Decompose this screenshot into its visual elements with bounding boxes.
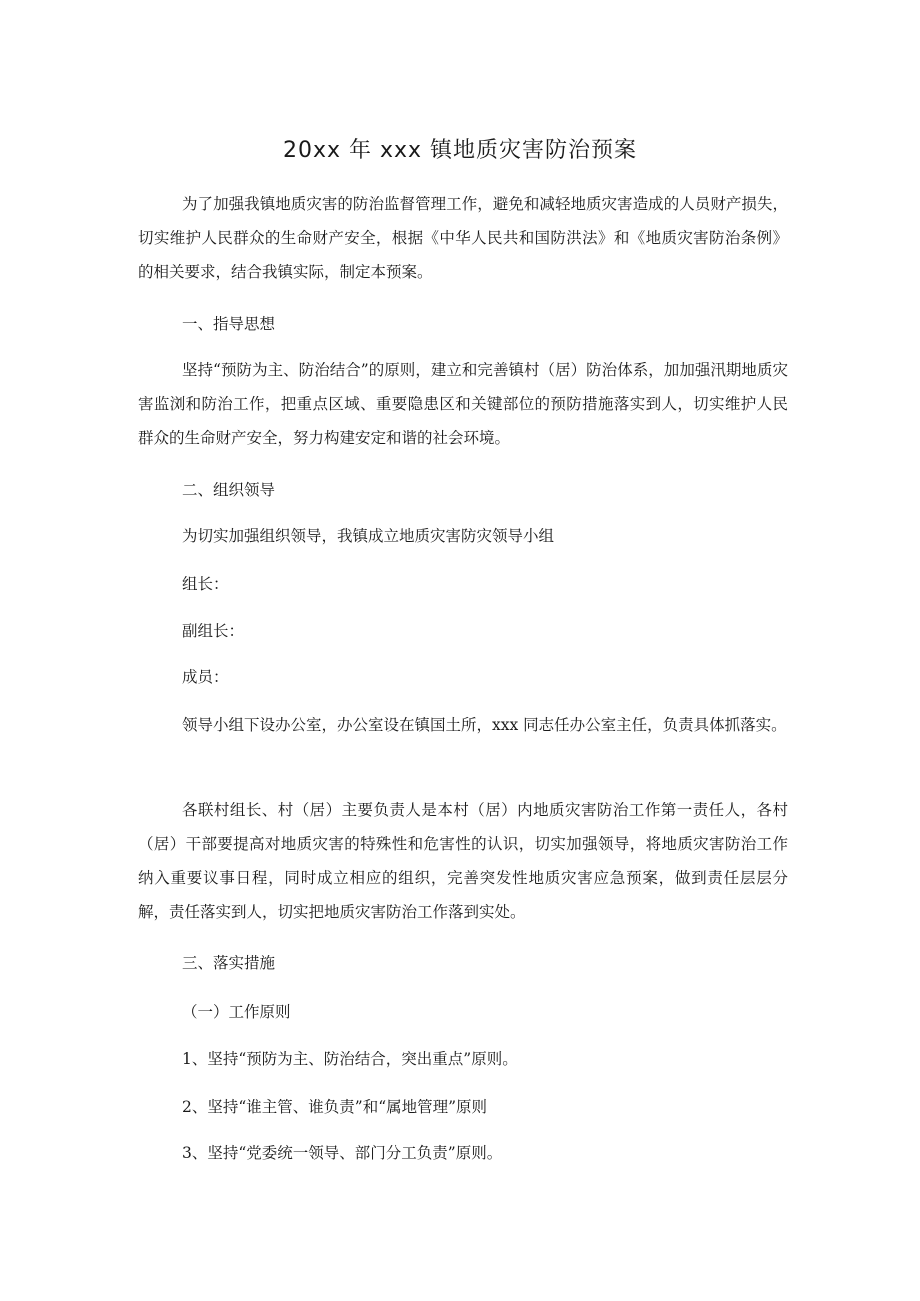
paragraph-guiding-ideology: 坚持“预防为主、防治结合”的原则，建立和完善镇村（居）防治体系，加加强汛期地质灾害监浏和防治工作，把重点区域、重要隐患区和关键部位的预防措施落实到人，切实维护人民群众的生命财产安全，努力构建安定和谐的社会环境。 — [138, 361, 788, 447]
heading-guiding-ideology: 一、指导思想 — [182, 315, 276, 333]
paragraph-responsibility: 各联村组长、村（居）主要负责人是本村（居）内地质灾害防治工作第一责任人，各村（居）干部要提高对地质灾害的特殊性和危害性的认识，切实加强领导，将地质灾害防治工作纳入重要议事日程，同时成立相应的组织，完善突发性地质灾害应急预案，做到责任层层分解，责任落实到人，切实把地质灾害防治工作落到实处。 — [138, 801, 788, 921]
heading-organization: 二、组织领导 — [182, 481, 276, 499]
line-deputy-leader: 副组长： — [182, 622, 245, 640]
line-members: 成员： — [182, 668, 229, 686]
paragraph-preface: 为了加强我镇地质灾害的防治监督管理工作，避免和减轻地质灾害造成的人员财产损失，切实维护人民群众的生命财产安全，根据《中华人民共和国防洪法》和《地质灾害防治条例》的相关要求，结合我镇实际，制定本预案。 — [138, 195, 788, 281]
paragraph-office: 领导小组下设办公室，办公室设在镇国土所，xxx 同志任办公室主任，负责具体抓落实。 — [182, 716, 787, 734]
heading-measures: 三、落实措施 — [182, 954, 276, 972]
list-item-principle-1: 1、坚持“预防为主、防治结合，突出重点”原则。 — [182, 1050, 518, 1068]
heading-work-principles: （一）工作原则 — [182, 1003, 291, 1021]
list-item-principle-2: 2、坚持“谁主管、谁负责”和“属地管理”原则 — [182, 1098, 488, 1116]
line-group-leader: 组长： — [182, 575, 229, 593]
document-title: 20xx 年 xxx 镇地质灾害防治预案 — [282, 138, 638, 163]
list-item-principle-3: 3、坚持“党委统一领导、部门分工负责”原则。 — [182, 1144, 503, 1162]
paragraph-organization-intro: 为切实加强组织领导，我镇成立地质灾害防灾领导小组 — [182, 527, 555, 545]
